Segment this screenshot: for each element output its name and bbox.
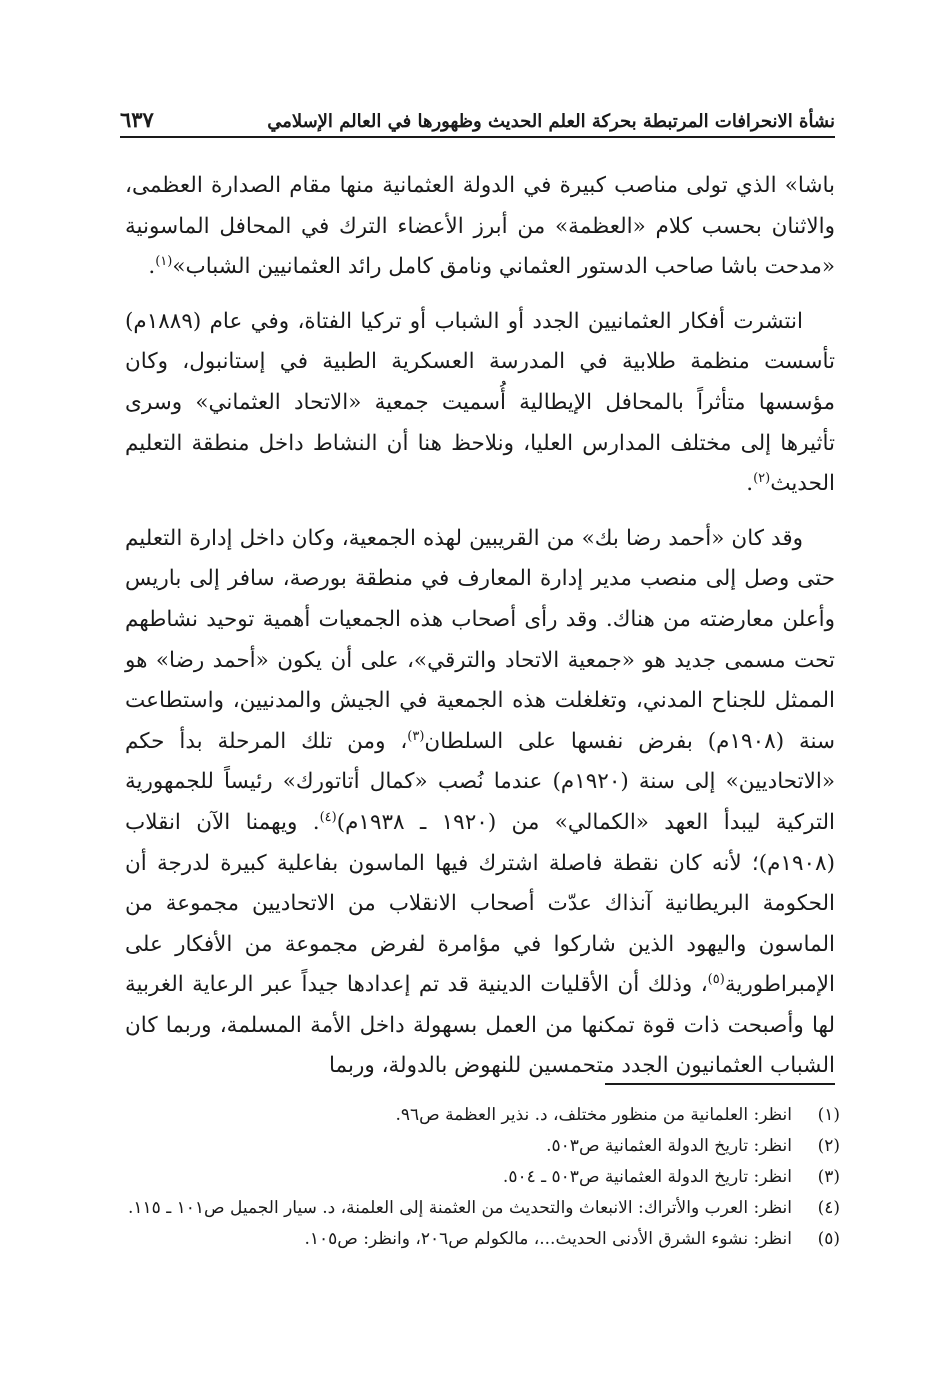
- footnote-text: انظر: نشوء الشرق الأدنى الحديث...، مالكولم ص٢٠٦، وانظر: ص١٠٥.: [304, 1229, 792, 1249]
- paragraph-3: [125, 519, 835, 1087]
- footnote-ref-4: (٤): [319, 809, 337, 825]
- paragraph-2-text: انتشرت أفكار العثمانيين الجدد أو الشباب أو تركيا الفتاة، وفي عام (١٨٨٩م) تأسست منظمة طلابية في المدرسة العسكرية الطبية في إستانبول، وكان مؤسسها متأثراً بالمحافل الإيطالية أُسميت جمعية «الاتحاد العثماني» وسرى تأثيرها إلى مختلف المدارس العليا، ونلاحظ هنا أن النشاط داخل منطقة التعليم الحديث: [125, 308, 835, 497]
- paragraph-1-text: باشا» الذي تولى مناصب كبيرة في الدولة العثمانية منها مقام الصدارة العظمى، والاثنان بحسب كلام «العظمة» من أبرز الأعضاء الترك في المحافل الماسونية «مدحت باشا صاحب الدستور العثماني ونامق كامل رائد العثمانيين الشباب»: [125, 173, 835, 280]
- footnotes: [125, 1100, 840, 1255]
- footnote-item: [125, 1224, 840, 1255]
- paragraph-1-end: .: [148, 254, 156, 280]
- header-title: نشأة الانحرافات المرتبطة بحركة العلم الحديث وظهورها في العالم الإسلامي: [267, 111, 835, 132]
- paragraph-3-text-d: ، وذلك أن الأقليات الدينية قد تم إعدادها جيداً عبر الرعاية الغربية لها وأصبحت ذات قوة تمكنها من العمل بسهولة داخل الأمة المسلمة، وربما كان الشباب العثمانيون الجدد متحمسين للنهوض بالدولة، وربما: [125, 972, 835, 1079]
- paragraph-3-text-a: وقد كان «أحمد رضا بك» من القريبين لهذه الجمعية، وكان داخل إدارة التعليم حتى وصل إلى منصب مدير إدارة المعارف في منطقة بورصة، سافر إلى باريس وأعلن معارضته من هناك. وقد رأى أصحاب هذه الجمعيات أهمية توحيد نشاطهم تحت مسمى جديد هو «جمعية الاتحاد والترقي»، على أن يكون «أحمد رضا» هو الممثل للجناح المدني، وتغلغلت هذه الجمعية في الجيش والمدنيين، واستطاعت سنة (١٩٠٨م) بفرض نفسها على السلطان: [125, 525, 835, 754]
- footnote-number: (١): [817, 1105, 840, 1125]
- footnote-number: (٣): [817, 1167, 840, 1187]
- footnote-ref-3: (٣): [407, 728, 425, 744]
- running-header: [120, 92, 835, 138]
- footnote-item: [125, 1100, 840, 1131]
- footnote-ref-2: (٢): [753, 471, 771, 486]
- page-number: ٦٣٧: [120, 107, 154, 132]
- footnote-item: [125, 1162, 840, 1193]
- footnote-item: [125, 1193, 840, 1224]
- footnote-text: انظر: تاريخ الدولة العثمانية ص٥٠٣.: [546, 1136, 792, 1156]
- paragraph-2: [125, 302, 835, 505]
- paragraph-1: [125, 166, 835, 288]
- footnote-ref-1: (١): [155, 254, 173, 270]
- paragraph-3-text-b: ، ومن تلك المرحلة بدأ حكم «الاتحاديين» إلى سنة (١٩٢٠م) عندما نُصب «كمال أتاتورك» رئيساً للجمهورية التركية ليبدأ العهد «الكمالي» من (١٩٢٠ ـ ١٩٣٨م): [125, 728, 835, 835]
- paragraph-3-text-c: . ويهمنا الآن انقلاب (١٩٠٨م)؛ لأنه كان نقطة فاصلة اشترك فيها الماسون بفاعلية كبيرة لدرجة أن الحكومة البريطانية آنذاك عدّت أصحاب الانقلاب من الاتحاديين مجموعة من الماسون واليهود الذين شاركوا في مؤامرة لفرض مجموعة من الأفكار على الإمبراطورية: [125, 809, 835, 998]
- footnote-text: انظر: العلمانية من منظور مختلف، د. نذير العظمة ص٩٦.: [395, 1105, 792, 1125]
- paragraph-2-end: .: [746, 471, 754, 497]
- footnote-number: (٥): [817, 1229, 840, 1249]
- main-text: [125, 166, 835, 1087]
- footnote-ref-5: (٥): [707, 972, 725, 988]
- footnote-number: (٤): [817, 1198, 840, 1218]
- footnote-item: [125, 1131, 840, 1162]
- footnote-text: انظر: تاريخ الدولة العثمانية ص٥٠٣ ـ ٥٠٤.: [502, 1167, 792, 1187]
- footnote-divider: [605, 1083, 835, 1085]
- footnote-number: (٢): [817, 1136, 840, 1156]
- footnote-text: انظر: العرب والأتراك: الانبعاث والتحديث من العثمنة إلى العلمنة، د. سيار الجميل ص١٠١ ـ ١١٥.: [127, 1198, 792, 1218]
